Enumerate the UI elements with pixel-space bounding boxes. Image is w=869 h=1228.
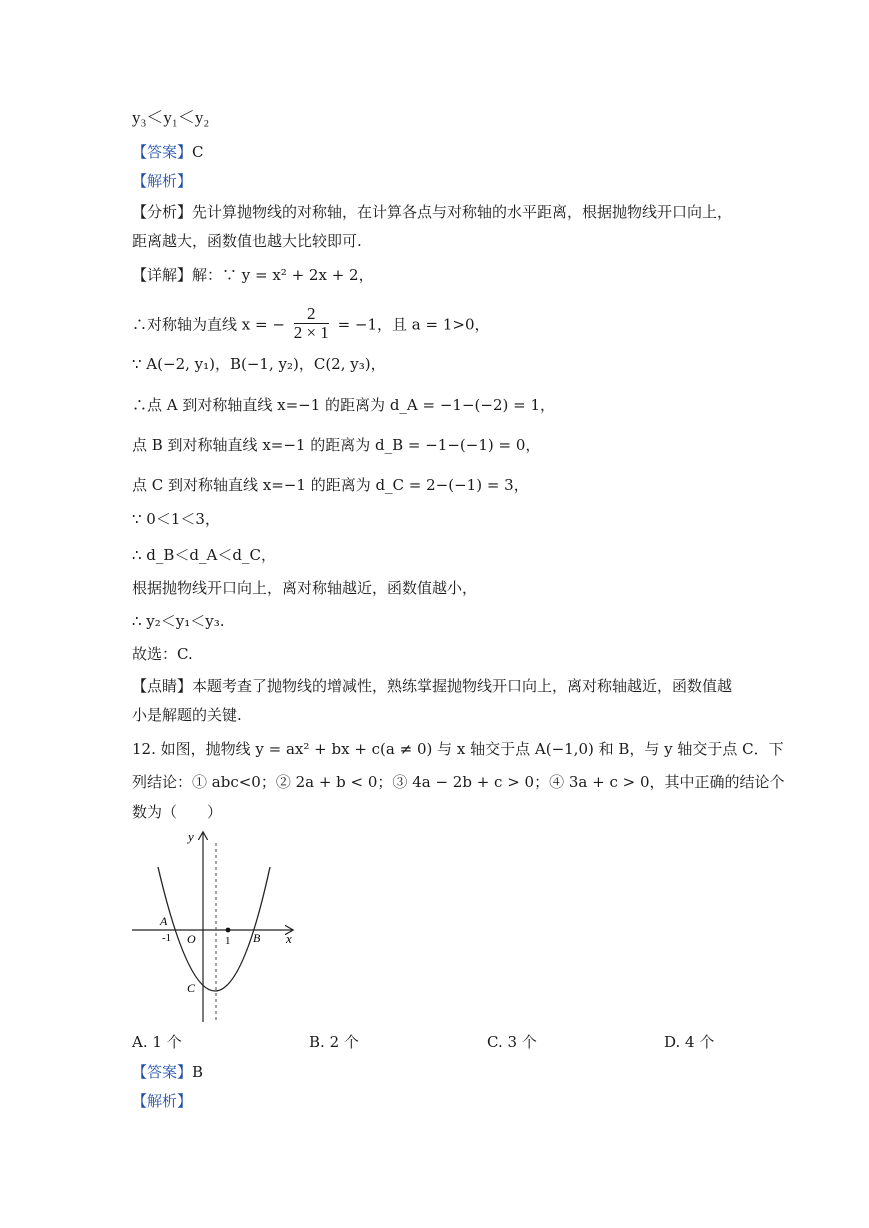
answer-tag-2: 【答案】	[132, 1063, 193, 1081]
label-o: O	[187, 932, 196, 946]
answer-line-2	[132, 1062, 203, 1082]
symmetry-axis-line: ∴对称轴为直线 x = − $\frac{2}{2 \times 1}$ = −1，且 a = 1>0，	[132, 304, 490, 342]
label-b: B	[253, 931, 261, 945]
fraction-numerator: 2	[294, 305, 329, 324]
label-c: C	[187, 981, 196, 995]
question-12-line-1: 12. 如图，抛物线 y = ax² + bx + c(a ≠ 0) 与 x 轴交于点 A(−1,0) 和 B，与 y 轴交于点 C．下	[132, 740, 784, 758]
analysis-tag-2: 【解析】	[132, 1092, 193, 1110]
comment-line-2: 小是解题的关键.	[132, 706, 242, 724]
answer-line: 【答案】C	[132, 143, 204, 161]
parabola-figure	[128, 825, 303, 1025]
analysis-line-1: 【分析】先计算抛物线的对称轴，在计算各点与对称轴的水平距离，根据抛物线开口向上，	[132, 203, 733, 221]
option-c: C. 3 个	[487, 1033, 537, 1051]
option-a: A. 1 个	[132, 1033, 182, 1051]
answer-tag: 【答案】	[132, 143, 193, 161]
comment-line-1: 【点睛】本题考查了抛物线的增减性，熟练掌握抛物线开口向上，离对称轴越近，函数值越	[132, 677, 733, 695]
point-1	[226, 928, 231, 933]
points-line: ∵ A(−2, y₁)，B(−1, y₂)，C(2, y₃)，	[132, 355, 386, 373]
analysis-tag: 【解析】	[132, 172, 193, 190]
fraction	[294, 305, 329, 342]
question-12-line-3: 数为（ ）	[132, 803, 223, 821]
fraction-denominator: 2 × 1	[293, 323, 329, 342]
reason-line: 根据抛物线开口向上，离对称轴越近，函数值越小，	[132, 579, 478, 597]
option-b: B. 2 个	[309, 1033, 359, 1051]
label-1: 1	[225, 935, 231, 947]
compare-line: ∵ 0＜1＜3，	[132, 510, 220, 528]
distance-b-line: 点 B 到对称轴直线 x=−1 的距离为 d_B = −1−(−1) = 0，	[132, 436, 541, 454]
answer-value: B	[192, 1063, 204, 1081]
label-a: A	[160, 914, 168, 928]
option-d: D. 4 个	[664, 1033, 715, 1051]
label-minus1: -1	[162, 932, 172, 944]
distance-c-line: 点 C 到对称轴直线 x=−1 的距离为 d_C = 2−(−1) = 3，	[132, 476, 529, 494]
detail-line-1: 【详解】解：∵ y = x² + 2x + 2，	[132, 266, 374, 284]
line-ineq-result: y₃＜y₁＜y₂	[132, 108, 210, 127]
fraction-tail: = −1	[337, 315, 378, 334]
distance-a-line: ∴点 A 到对称轴直线 x=−1 的距离为 d_A = −1−(−2) = 1，	[132, 396, 555, 414]
distance-compare-line: ∴ d_B＜d_A＜d_C，	[132, 546, 276, 564]
y-label: y	[188, 829, 194, 844]
choice-line: 故选：C.	[132, 645, 193, 663]
analysis-line-2: 距离越大，函数值也越大比较即可.	[132, 232, 362, 250]
question-12-line-2: 列结论：① abc<0；② 2a + b < 0；③ 4a − 2b + c > 0；④ 3a + c > 0，其中正确的结论个	[132, 773, 785, 791]
parabola-curve	[158, 867, 270, 991]
result-line: ∴ y₂＜y₁＜y₃.	[132, 612, 225, 630]
x-label: x	[286, 931, 292, 946]
